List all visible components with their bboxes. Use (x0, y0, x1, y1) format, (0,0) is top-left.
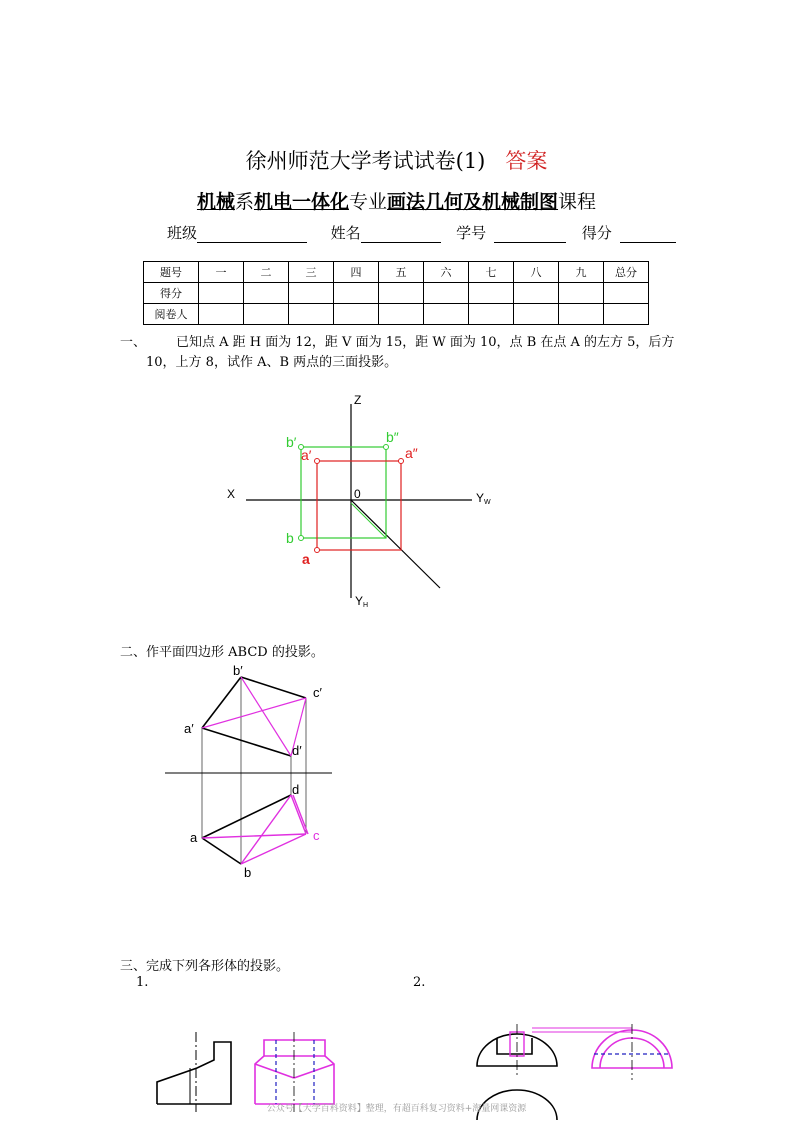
major-name: 机电一体化 (253, 191, 349, 213)
grader-cell[interactable] (379, 304, 424, 325)
q2-quadrilateral-diagram (0, 660, 793, 890)
score-table (143, 261, 649, 325)
score-field[interactable] (620, 226, 676, 243)
score-cell[interactable] (334, 283, 379, 304)
q1-number: 一、 (120, 335, 147, 350)
point-b-45-link (351, 503, 386, 538)
grader-cell[interactable] (559, 304, 604, 325)
grader-cell[interactable] (604, 304, 649, 325)
table-row-label: 阅卷人 (144, 304, 199, 325)
score-cell[interactable] (289, 283, 334, 304)
score-cell[interactable] (604, 283, 649, 304)
axis-label-x: X (227, 487, 236, 501)
label-c: c (313, 828, 320, 843)
q3-sub2-label: 2. (413, 975, 426, 990)
table-header-cell: 一 (199, 262, 244, 283)
grader-cell[interactable] (244, 304, 289, 325)
score-cell[interactable] (514, 283, 559, 304)
table-header-cell: 题号 (144, 262, 199, 283)
class-label: 班级 (167, 224, 198, 242)
label-c-prime: c′ (313, 685, 322, 700)
q1-text-line2: 10，上方 8，试作 A、B 两点的三面投影。 (146, 355, 398, 370)
q3-sub1-label: 1. (136, 975, 149, 990)
student-id-label: 学号 (456, 224, 487, 242)
score-cell[interactable] (199, 283, 244, 304)
grader-cell[interactable] (289, 304, 334, 325)
point-b-marker (299, 536, 304, 541)
student-id-field[interactable] (494, 226, 566, 243)
solid1-hidden-lines (276, 1040, 314, 1104)
class-field[interactable] (197, 226, 307, 243)
score-cell[interactable] (424, 283, 469, 304)
label-a: a (190, 830, 198, 845)
major-suffix: 专业 (349, 191, 388, 213)
label-a-prime: a′ (301, 447, 312, 463)
label-d: d (292, 782, 300, 797)
course-suffix: 课程 (558, 191, 597, 213)
score-cell[interactable] (244, 283, 289, 304)
grader-cell[interactable] (199, 304, 244, 325)
grader-cell[interactable] (334, 304, 379, 325)
axis-label-z: Z (354, 393, 362, 407)
score-table-row (144, 283, 649, 304)
point-a-marker (315, 548, 320, 553)
name-field[interactable] (361, 226, 441, 243)
solid2-projection-lines (532, 1028, 632, 1032)
score-cell[interactable] (379, 283, 424, 304)
label-a-prime: a′ (184, 721, 194, 736)
table-header-cell: 六 (424, 262, 469, 283)
exam-title-text: 徐州师范大学考试试卷(1) (245, 149, 486, 173)
label-b-prime: b′ (286, 434, 297, 450)
solid1-side-view (157, 1042, 231, 1104)
exam-title (0, 145, 793, 175)
score-cell[interactable] (469, 283, 514, 304)
dept-suffix: 系 (234, 191, 254, 213)
name-label: 姓名 (330, 224, 361, 242)
score-table-header-row (144, 262, 649, 283)
score-cell[interactable] (559, 283, 604, 304)
grader-cell[interactable] (469, 304, 514, 325)
dept-name: 机械 (196, 191, 235, 213)
table-header-cell: 总分 (604, 262, 649, 283)
origin-label: 0 (354, 487, 361, 501)
table-header-cell: 七 (469, 262, 514, 283)
grader-cell[interactable] (424, 304, 469, 325)
label-a: a (302, 551, 310, 567)
table-header-cell: 九 (559, 262, 604, 283)
solid1-solution-view (255, 1040, 334, 1104)
point-a-prime-marker (315, 459, 320, 464)
q1-text-line1: 已知点 A 距 H 面为 12，距 V 面为 15，距 W 面为 10，点 B 在点 A 的左方 5，后方 (176, 335, 675, 350)
score-table-row (144, 304, 649, 325)
table-header-cell: 五 (379, 262, 424, 283)
label-b-prime: b′ (233, 663, 243, 678)
table-header-cell: 三 (289, 262, 334, 283)
point-a-dprime-marker (399, 459, 404, 464)
student-info-row (167, 222, 676, 243)
course-subtitle (0, 187, 793, 214)
label-b-dprime: b″ (386, 429, 399, 445)
axis-label-yh: YH (355, 594, 369, 609)
axis-label-yw: YW (476, 491, 491, 506)
label-b: b (244, 865, 252, 880)
q1-projection-diagram (0, 380, 793, 620)
front-view-outline (202, 677, 306, 756)
label-b: b (286, 530, 294, 546)
table-header-cell: 八 (514, 262, 559, 283)
q3-text: 三、完成下列各形体的投影。 (120, 959, 290, 974)
label-d-prime: d′ (292, 743, 302, 758)
top-view-outline (202, 795, 291, 864)
table-header-cell: 二 (244, 262, 289, 283)
score-label: 得分 (581, 224, 612, 242)
watermark-footer: 公众号【大学百科资料】整理，有超百科复习资料+海量网课资源 (266, 1104, 527, 1114)
course-name: 画法几何及机械制图 (387, 191, 559, 213)
answer-label: 答案 (505, 149, 548, 173)
table-header-cell: 四 (334, 262, 379, 283)
axis-45-line (351, 500, 440, 588)
label-a-dprime: a″ (405, 445, 418, 461)
q2-text: 二、作平面四边形 ABCD 的投影。 (120, 645, 324, 660)
table-row-label: 得分 (144, 283, 199, 304)
point-b-dprime-marker (384, 445, 389, 450)
grader-cell[interactable] (514, 304, 559, 325)
